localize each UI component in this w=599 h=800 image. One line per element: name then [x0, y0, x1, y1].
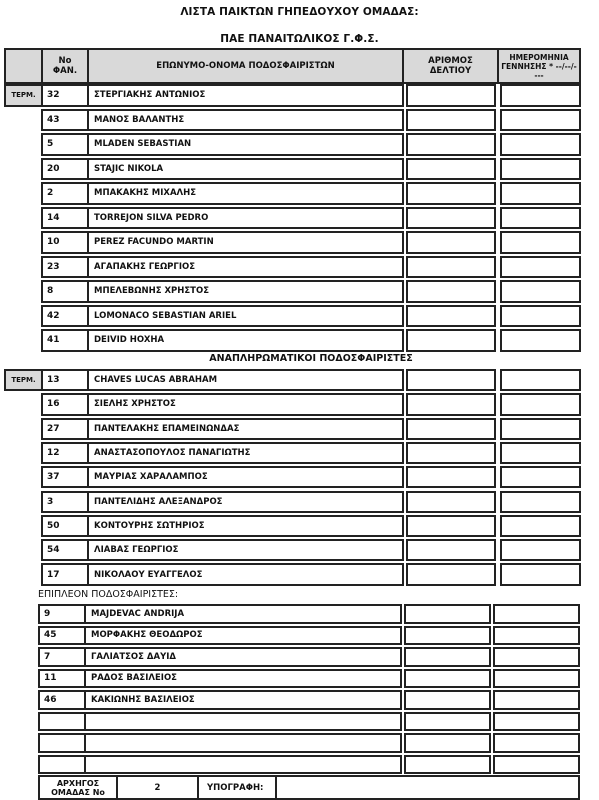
player-dob-field[interactable]	[500, 158, 581, 181]
header-number: Νο ΦΑΝ.	[41, 48, 89, 84]
captain-label-text: ΑΡΧΗΓΟΣ ΟΜΑΔΑΣ Νο	[51, 778, 105, 797]
player-id-field[interactable]	[406, 539, 496, 561]
player-dob-field[interactable]	[493, 733, 580, 753]
player-name-cell: ΚΟΝΤΟΥΡΗΣ ΣΩΤΗΡΙΟΣ	[87, 515, 404, 537]
player-number-cell: 14	[41, 207, 89, 230]
player-dob-field[interactable]	[493, 626, 580, 646]
player-name-cell: STAJIC NIKOLA	[87, 158, 404, 181]
player-dob-field[interactable]	[500, 133, 581, 156]
signature-field[interactable]	[275, 775, 580, 800]
player-number-cell	[38, 712, 86, 732]
player-name-cell: ΛΙΑΒΑΣ ΓΕΩΡΓΙΟΣ	[87, 539, 404, 561]
player-number-cell: 50	[41, 515, 89, 537]
player-name-cell: MLADEN SEBASTIAN	[87, 133, 404, 156]
player-id-field[interactable]	[406, 466, 496, 488]
player-name-cell: ΜΑΝΟΣ ΒΑΛΑΝΤΗΣ	[87, 109, 404, 132]
player-number-cell: 5	[41, 133, 89, 156]
extra-players-title: ΕΠΙΠΛΕΟΝ ΠΟΔΟΣΦΑΙΡΙΣΤΕΣ:	[38, 589, 179, 600]
player-name-cell: ΚΑΚΙΩΝΗΣ ΒΑΣΙΛΕΙΟΣ	[84, 690, 402, 710]
player-id-field[interactable]	[406, 182, 496, 205]
player-name-cell	[84, 755, 402, 775]
player-number-cell: 12	[41, 442, 89, 464]
player-dob-field[interactable]	[493, 669, 580, 689]
player-id-field[interactable]	[406, 329, 496, 352]
player-dob-field[interactable]	[500, 305, 581, 328]
team-name: ΠΑΕ ΠΑΝΑΙΤΩΛΙΚΟΣ Γ.Φ.Σ.	[220, 33, 379, 45]
player-id-field[interactable]	[406, 515, 496, 537]
player-id-field[interactable]	[406, 280, 496, 303]
player-dob-field[interactable]	[500, 418, 581, 440]
player-dob-field[interactable]	[493, 604, 580, 624]
player-id-field[interactable]	[406, 207, 496, 230]
player-name-cell: ΑΝΑΣΤΑΣΟΠΟΥΛΟΣ ΠΑΝΑΓΙΩΤΗΣ	[87, 442, 404, 464]
player-number-cell: 41	[41, 329, 89, 352]
player-dob-field[interactable]	[500, 466, 581, 488]
player-dob-field[interactable]	[493, 690, 580, 710]
player-number-cell: 45	[38, 626, 86, 646]
player-dob-field[interactable]	[500, 280, 581, 303]
player-number-cell: 32	[41, 84, 89, 107]
signature-label: ΥΠΟΓΡΑΦΗ:	[197, 775, 277, 800]
player-name-cell: ΣΤΕΡΓΙΑΚΗΣ ΑΝΤΩΝΙΟΣ	[87, 84, 404, 107]
player-dob-field[interactable]	[500, 207, 581, 230]
player-id-field[interactable]	[404, 647, 491, 667]
player-id-field[interactable]	[406, 158, 496, 181]
player-dob-field[interactable]	[500, 256, 581, 279]
player-number-cell	[38, 733, 86, 753]
player-id-field[interactable]	[404, 690, 491, 710]
player-id-field[interactable]	[404, 626, 491, 646]
captain-number: 2	[116, 775, 199, 800]
player-number-cell: 43	[41, 109, 89, 132]
player-name-cell: PEREZ FACUNDO MARTIN	[87, 231, 404, 254]
player-dob-field[interactable]	[500, 109, 581, 132]
player-dob-field[interactable]	[500, 442, 581, 464]
player-name-cell: LOMONACO SEBASTIAN ARIEL	[87, 305, 404, 328]
player-name-cell: ΡΑΔΟΣ ΒΑΣΙΛΕΙΟΣ	[84, 669, 402, 689]
player-id-field[interactable]	[404, 712, 491, 732]
header-id: ΑΡΙΘΜΟΣ ΔΕΛΤΙΟΥ	[402, 48, 499, 84]
player-number-cell: 17	[41, 563, 89, 585]
player-number-cell: 20	[41, 158, 89, 181]
player-name-cell: ΜΟΡΦΑΚΗΣ ΘΕΟΔΩΡΟΣ	[84, 626, 402, 646]
player-id-field[interactable]	[406, 491, 496, 513]
player-name-cell: ΣΙΕΛΗΣ ΧΡΗΣΤΟΣ	[87, 393, 404, 415]
player-id-field[interactable]	[404, 604, 491, 624]
player-number-cell: 10	[41, 231, 89, 254]
player-dob-field[interactable]	[500, 539, 581, 561]
player-name-cell	[84, 733, 402, 753]
player-dob-field[interactable]	[493, 712, 580, 732]
player-dob-field[interactable]	[500, 369, 581, 391]
substitutes-title: ΑΝΑΠΛΗΡΩΜΑΤΙΚΟΙ ΠΟΔΟΣΦΑΙΡΙΣΤΕΣ	[209, 353, 413, 364]
header-corner	[4, 48, 43, 84]
player-number-cell: 11	[38, 669, 86, 689]
player-id-field[interactable]	[404, 755, 491, 775]
player-id-field[interactable]	[406, 418, 496, 440]
player-name-cell: TORREJON SILVA PEDRO	[87, 207, 404, 230]
player-name-cell: ΠΑΝΤΕΛΙΔΗΣ ΑΛΕΞΑΝΔΡΟΣ	[87, 491, 404, 513]
player-id-field[interactable]	[404, 733, 491, 753]
player-name-cell: ΜΑΥΡΙΑΣ ΧΑΡΑΛΑΜΠΟΣ	[87, 466, 404, 488]
player-number-cell: 7	[38, 647, 86, 667]
player-number-cell: 3	[41, 491, 89, 513]
goalkeeper-tag: ΤΕΡΜ.	[4, 369, 43, 391]
player-name-cell: ΜΠΕΛΕΒΩΝΗΣ ΧΡΗΣΤΟΣ	[87, 280, 404, 303]
player-number-cell: 27	[41, 418, 89, 440]
player-dob-field[interactable]	[500, 182, 581, 205]
player-dob-field[interactable]	[500, 515, 581, 537]
player-name-cell: ΜΠΑΚΑΚΗΣ ΜΙΧΑΛΗΣ	[87, 182, 404, 205]
player-id-field[interactable]	[406, 256, 496, 279]
player-number-cell: 2	[41, 182, 89, 205]
player-dob-field[interactable]	[493, 755, 580, 775]
player-id-field[interactable]	[406, 369, 496, 391]
player-name-cell: ΑΓΑΠΑΚΗΣ ΓΕΩΡΓΙΟΣ	[87, 256, 404, 279]
player-number-cell: 54	[41, 539, 89, 561]
document-title: ΛΙΣΤΑ ΠΑΙΚΤΩΝ ΓΗΠΕΔΟΥΧΟΥ ΟΜΑΔΑΣ:	[180, 6, 419, 18]
player-number-cell: 23	[41, 256, 89, 279]
header-name: ΕΠΩΝΥΜΟ-ΟΝΟΜΑ ΠΟΔΟΣΦΑΙΡΙΣΤΩΝ	[87, 48, 404, 84]
player-id-field[interactable]	[406, 109, 496, 132]
player-id-field[interactable]	[406, 442, 496, 464]
player-id-field[interactable]	[406, 84, 496, 107]
player-id-field[interactable]	[406, 393, 496, 415]
player-id-field[interactable]	[406, 231, 496, 254]
player-name-cell	[84, 712, 402, 732]
player-name-cell: ΝΙΚΟΛΑΟΥ ΕΥΑΓΓΕΛΟΣ	[87, 563, 404, 585]
player-name-cell: ΠΑΝΤΕΛΑΚΗΣ ΕΠΑΜΕΙΝΩΝΔΑΣ	[87, 418, 404, 440]
player-dob-field[interactable]	[500, 491, 581, 513]
player-number-cell: 42	[41, 305, 89, 328]
player-id-field[interactable]	[406, 133, 496, 156]
player-dob-field[interactable]	[500, 231, 581, 254]
player-dob-field[interactable]	[500, 84, 581, 107]
player-dob-field[interactable]	[500, 329, 581, 352]
goalkeeper-tag: ΤΕΡΜ.	[4, 84, 43, 107]
player-name-cell: MAJDEVAC ANDRIJA	[84, 604, 402, 624]
player-number-cell: 16	[41, 393, 89, 415]
player-dob-field[interactable]	[493, 647, 580, 667]
player-id-field[interactable]	[406, 305, 496, 328]
player-id-field[interactable]	[406, 563, 496, 585]
player-dob-field[interactable]	[500, 563, 581, 585]
player-id-field[interactable]	[404, 669, 491, 689]
player-number-cell: 46	[38, 690, 86, 710]
player-number-cell: 37	[41, 466, 89, 488]
player-number-cell: 13	[41, 369, 89, 391]
player-number-cell: 9	[38, 604, 86, 624]
player-number-cell	[38, 755, 86, 775]
header-dob: ΗΜΕΡΟΜΗΝΙΑ ΓΕΝΝΗΣΗΣ * --/--/----	[497, 48, 581, 84]
captain-label	[38, 775, 118, 800]
player-name-cell: DEIVID HOXHA	[87, 329, 404, 352]
player-number-cell: 8	[41, 280, 89, 303]
player-name-cell: ΓΑΛΙΑΤΣΟΣ ΔΑΥΙΔ	[84, 647, 402, 667]
player-dob-field[interactable]	[500, 393, 581, 415]
player-name-cell: CHAVES LUCAS ABRAHAM	[87, 369, 404, 391]
